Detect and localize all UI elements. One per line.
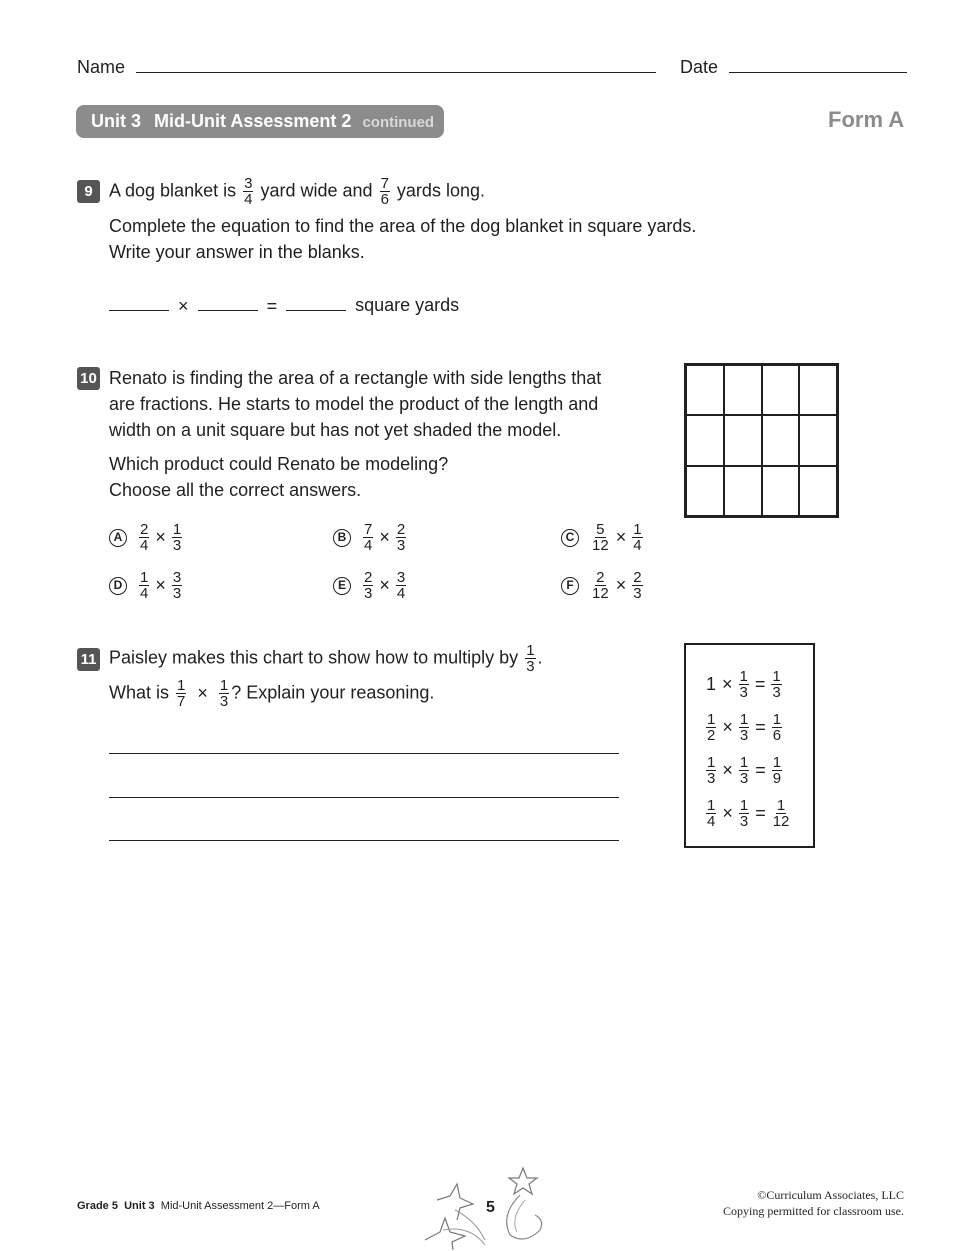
- option-a-n2: 1: [172, 521, 182, 538]
- q9-length-den: 6: [380, 191, 389, 208]
- chart-row-4-a: [706, 798, 716, 829]
- q9-equals: =: [266, 295, 278, 316]
- option-d-n2: 3: [172, 569, 182, 586]
- chart-row-2-b-num: 1: [739, 711, 749, 728]
- q9-statement: [109, 176, 485, 207]
- option-b-d1: 4: [364, 537, 373, 554]
- q11-text-a: Paisley makes this chart to show how to multiply by: [109, 647, 519, 668]
- option-e-n2: 3: [396, 569, 406, 586]
- chart-row-3: [704, 749, 813, 792]
- option-d-n1: 1: [140, 569, 149, 586]
- option-c-times: ×: [615, 527, 627, 547]
- option-b-frac-2: [396, 522, 406, 553]
- q9-instruction-2: Write your answer in the blanks.: [109, 242, 365, 262]
- chart-row-3-result: [772, 755, 782, 786]
- grid-cell: [724, 415, 762, 465]
- option-a-frac-2: [172, 522, 182, 553]
- chart-row-4-a-num: 1: [707, 797, 716, 814]
- grid-cell: [799, 466, 837, 516]
- chart-row-4-a-den: 4: [707, 813, 716, 830]
- option-f-frac-2: [632, 570, 642, 601]
- name-field[interactable]: [136, 55, 656, 73]
- chart-row-4-r-den: 12: [772, 813, 790, 830]
- unit-square-model: [684, 363, 839, 518]
- q11-ask-frac-1: [176, 678, 186, 709]
- chart-row-2-equals: =: [755, 717, 766, 737]
- q9-length-fraction: [380, 176, 390, 207]
- q11-explain: ? Explain your reasoning.: [231, 682, 435, 703]
- chart-row-2: [704, 706, 813, 749]
- chart-row-1: [704, 663, 813, 706]
- option-d-d2: 3: [172, 585, 182, 602]
- banner-title: Mid-Unit Assessment 2: [154, 111, 352, 131]
- grid-cell: [799, 415, 837, 465]
- answer-line-2[interactable]: [109, 797, 619, 798]
- option-c-d1: 12: [592, 537, 609, 554]
- option-b-times: ×: [379, 527, 390, 547]
- grid-cell: [762, 365, 800, 415]
- option-b[interactable]: [333, 522, 408, 553]
- q9-width-num: 3: [244, 175, 253, 192]
- q11-question: [109, 678, 434, 709]
- banner-unit: Unit 3: [91, 111, 142, 131]
- chart-row-4-times: ×: [722, 803, 733, 823]
- q11-ask-d2: 3: [219, 693, 229, 710]
- stars-decoration-icon: [415, 1160, 550, 1250]
- footer-course: [77, 1200, 320, 1212]
- chart-row-3-equals: =: [755, 760, 766, 780]
- option-c-n2: 1: [633, 521, 642, 538]
- q11-ask-d1: 7: [177, 693, 186, 710]
- footer-unit: Unit 3: [124, 1200, 155, 1212]
- q9-width-fraction: [243, 176, 253, 207]
- chart-row-1-r-num: 1: [772, 668, 781, 685]
- chart-row-3-b: [739, 755, 749, 786]
- option-d-bubble[interactable]: D: [109, 577, 127, 595]
- grid-cell: [724, 365, 762, 415]
- chart-row-1-result: [771, 669, 781, 700]
- chart-row-4-r-num: 1: [776, 797, 786, 814]
- chart-row-3-a: [706, 755, 716, 786]
- answer-line-3[interactable]: [109, 840, 619, 841]
- grid-cell: [686, 365, 724, 415]
- chart-row-1-b-den: 3: [739, 684, 748, 701]
- chart-row-1-equals: =: [754, 674, 766, 694]
- date-label: Date: [680, 57, 719, 77]
- chart-row-4-equals: =: [755, 803, 766, 823]
- option-f[interactable]: [561, 570, 645, 601]
- banner-continued: continued: [362, 114, 435, 131]
- q10-line-2: are fractions. He starts to model the product of the length and: [109, 394, 599, 414]
- q11-what-is: What is: [109, 682, 170, 703]
- option-d-frac-2: [172, 570, 182, 601]
- option-a-bubble[interactable]: A: [109, 529, 127, 547]
- chart-row-2-b: [739, 712, 749, 743]
- option-a[interactable]: [109, 522, 184, 553]
- option-b-n2: 2: [396, 521, 406, 538]
- q9-times: ×: [178, 295, 189, 316]
- q9-length-num: 7: [380, 175, 389, 192]
- chart-row-2-r-den: 6: [772, 727, 782, 744]
- q10-line-3: width on a unit square but has not yet shaded the model.: [109, 420, 562, 440]
- option-c-n1: 5: [596, 521, 605, 538]
- footer-permission-line: Copying permitted for classroom use.: [723, 1204, 904, 1218]
- date-field[interactable]: [729, 55, 907, 73]
- chart-row-2-a-den: 2: [707, 727, 716, 744]
- q9-unit-label: square yards: [355, 295, 460, 315]
- question-9-number: 9: [77, 180, 100, 203]
- option-a-d2: 3: [172, 537, 182, 554]
- chart-row-1-b: [739, 669, 749, 700]
- footer-copyright: [723, 1187, 904, 1219]
- q9-blank-2[interactable]: [198, 295, 258, 311]
- option-e-frac-1: [363, 570, 373, 601]
- option-d-frac-1: [139, 570, 149, 601]
- chart-row-3-b-den: 3: [739, 770, 749, 787]
- footer-copyright-line: ©Curriculum Associates, LLC: [757, 1188, 904, 1202]
- option-e-frac-2: [396, 570, 406, 601]
- question-11-number: 11: [77, 648, 100, 671]
- date-row: [680, 55, 907, 78]
- chart-row-4-b-num: 1: [739, 797, 749, 814]
- q11-ask-times: ×: [197, 683, 208, 703]
- grid-cell: [762, 466, 800, 516]
- chart-row-4-b-den: 3: [739, 813, 749, 830]
- chart-row-2-times: ×: [722, 717, 733, 737]
- option-e[interactable]: [333, 570, 408, 601]
- option-f-bubble[interactable]: F: [561, 577, 579, 595]
- q9-instruction-1: Complete the equation to find the area of the dog blanket in square yards.: [109, 216, 697, 236]
- q9-equation: [109, 295, 459, 317]
- chart-row-1-r-den: 3: [772, 684, 781, 701]
- answer-line-1[interactable]: [109, 753, 619, 754]
- page-number: 5: [486, 1199, 495, 1216]
- chart-row-3-a-den: 3: [707, 770, 716, 787]
- option-c[interactable]: [561, 522, 645, 553]
- chart-row-2-a: [706, 712, 716, 743]
- section-banner: [76, 105, 444, 138]
- q10-line-1: Renato is finding the area of a rectangle with side lengths that: [109, 368, 602, 388]
- option-f-d2: 3: [633, 585, 642, 602]
- option-f-d1: 12: [592, 585, 609, 602]
- option-e-d2: 4: [396, 585, 406, 602]
- option-f-frac-1: [591, 570, 610, 601]
- q9-blank-1[interactable]: [109, 295, 169, 311]
- grid-cell: [686, 415, 724, 465]
- q9-blank-3[interactable]: [286, 295, 346, 311]
- q11-by-num: 1: [526, 642, 535, 659]
- option-c-frac-1: [591, 522, 610, 553]
- grid-cell: [686, 466, 724, 516]
- option-e-n1: 2: [364, 569, 373, 586]
- option-f-n2: 2: [633, 569, 642, 586]
- name-row: [77, 55, 656, 78]
- option-a-times: ×: [155, 527, 166, 547]
- chart-row-2-r-num: 1: [772, 711, 782, 728]
- option-b-bubble[interactable]: B: [333, 529, 351, 547]
- option-a-n1: 2: [140, 521, 149, 538]
- chart-row-1-factor: 1: [706, 674, 717, 694]
- footer-grade: Grade 5: [77, 1200, 118, 1212]
- chart-row-1-b-num: 1: [739, 668, 748, 685]
- q11-statement: [109, 643, 543, 674]
- option-e-bubble[interactable]: E: [333, 577, 351, 595]
- option-c-d2: 4: [633, 537, 642, 554]
- option-f-times: ×: [615, 575, 627, 595]
- q9-text-c: yards long.: [396, 180, 485, 201]
- grid-cell: [799, 365, 837, 415]
- footer-assessment: Mid-Unit Assessment 2—Form A: [160, 1200, 320, 1212]
- option-c-bubble[interactable]: C: [561, 529, 579, 547]
- chart-row-3-a-num: 1: [707, 754, 716, 771]
- option-a-d1: 4: [140, 537, 149, 554]
- option-d-times: ×: [155, 575, 166, 595]
- q10-prompt-2: Choose all the correct answers.: [109, 480, 362, 500]
- q11-ask-frac-2: [219, 678, 229, 709]
- chart-row-3-r-den: 9: [772, 770, 782, 787]
- chart-row-2-a-num: 1: [707, 711, 716, 728]
- option-f-n1: 2: [596, 569, 605, 586]
- grid-cell: [762, 415, 800, 465]
- q10-prompt-1: Which product could Renato be modeling?: [109, 454, 449, 474]
- chart-row-4: [704, 792, 813, 835]
- q11-ask-n1: 1: [177, 677, 186, 694]
- q9-width-den: 4: [244, 191, 253, 208]
- grid-cell: [724, 466, 762, 516]
- option-a-frac-1: [139, 522, 149, 553]
- multiply-by-third-chart: [684, 643, 815, 848]
- chart-row-1-times: ×: [722, 674, 733, 694]
- chart-row-3-r-num: 1: [772, 754, 782, 771]
- name-label: Name: [77, 57, 126, 77]
- option-e-times: ×: [379, 575, 390, 595]
- chart-row-4-result: [772, 798, 791, 829]
- q11-ask-n2: 1: [219, 677, 229, 694]
- chart-row-2-b-den: 3: [739, 727, 749, 744]
- chart-row-3-b-num: 1: [739, 754, 749, 771]
- q9-text-b: yard wide and: [260, 180, 373, 201]
- form-label: Form A: [828, 107, 905, 132]
- option-b-n1: 7: [364, 521, 373, 538]
- question-10-number: 10: [77, 367, 100, 390]
- chart-row-3-times: ×: [722, 760, 733, 780]
- option-d[interactable]: [109, 570, 184, 601]
- q11-by-den: 3: [526, 658, 535, 675]
- option-c-frac-2: [632, 522, 642, 553]
- option-b-frac-1: [363, 522, 373, 553]
- option-d-d1: 4: [140, 585, 149, 602]
- q11-period: .: [537, 647, 543, 668]
- q11-by-fraction: [525, 643, 535, 674]
- chart-row-2-result: [772, 712, 782, 743]
- option-e-d1: 3: [364, 585, 373, 602]
- q9-text-a: A dog blanket is: [109, 180, 237, 201]
- chart-row-4-b: [739, 798, 749, 829]
- option-b-d2: 3: [396, 537, 406, 554]
